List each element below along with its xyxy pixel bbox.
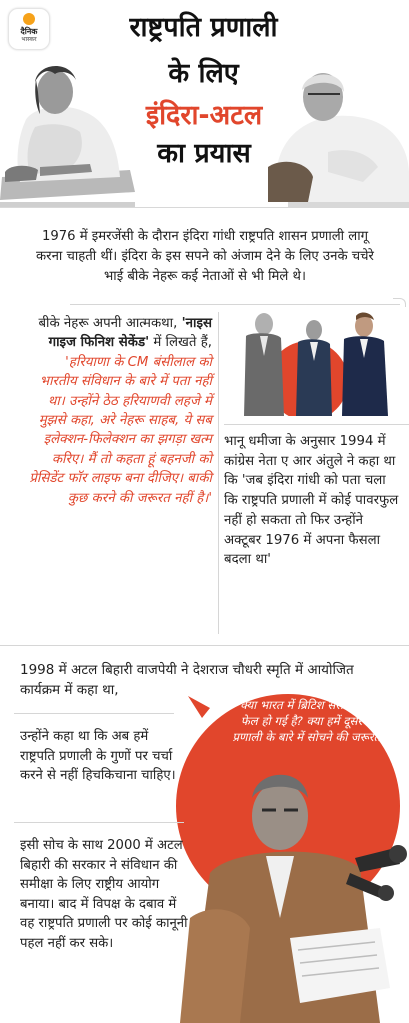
bansilal-quote: 'हरियाणा के CM बंसीलाल को भारतीय संविधान के बारे में पता नहीं था। उन्होंने ठेठ हरियाणवी लहजे में मुझसे कहा, अरे नेहरू साहब, ये सब इलेक्शन-फिलेक्शन का झगड़ा खत्म करिए। मैं तो कहता हूं बहनजी को प्रेसिडेंट फॉर लाइफ बना दीजिए। बाकी कुछ करने की जरूरत नहीं है।': [29, 354, 212, 506]
left-divider-2: [14, 822, 184, 823]
header-divider: [0, 207, 409, 208]
quote-intro: बीके नेहरू अपनी आत्मकथा,: [38, 316, 182, 331]
bhanu-dhamija-paragraph: भानू धमीजा के अनुसार 1994 में कांग्रेस नेता ए आर अंतुले ने कहा था कि 'जब इंदिरा गांधी को पता चला कि राष्ट्रपति प्रणाली में कोई पावरफुल नहीं हो सकता तो फिर उन्होंने अक्टूबर 1976 में अपना फैसला बदला था': [224, 434, 399, 568]
headline-line4: का प्रयास: [157, 138, 251, 169]
atal-speech-quote: 'क्या भारत में ब्रिटिश संसदीय व्यवस्था फेल हो गई है? क्या हमें दूसरे शासन प्रणाली के बारे में सोचने की जरूरत है?': [232, 698, 400, 744]
headline-line2: के लिए: [168, 58, 239, 89]
headline-line3: इंदिरा-अटल: [145, 100, 263, 131]
dainik-bhaskar-logo: [8, 8, 50, 50]
atal-presidential-merits-paragraph: उन्होंने कहा था कि अब हमें राष्ट्रपति प्रणाली के गुणों पर चर्चा करने से नहीं हिचकिचाना चाहिए।: [20, 729, 176, 784]
logo-line1: दैनिक: [20, 27, 38, 36]
left-divider-1: [14, 713, 174, 714]
atal-1998-paragraph: 1998 में अटल बिहारी वाजपेयी ने देशराज चौधरी स्मृति में आयोजित कार्यक्रम में कहा था,: [20, 662, 354, 698]
section-divider: [70, 304, 400, 305]
column-divider: [218, 312, 219, 634]
section-divider-2: [0, 645, 409, 646]
sun-icon: [23, 13, 35, 25]
bk-nehru-meeting-photo: [226, 306, 409, 424]
constitution-review-paragraph: इसी सोच के साथ 2000 में अटल बिहारी की सरकार ने संविधान की समीक्षा के लिए राष्ट्रीय आयोग बनाया। बाद में विपक्ष के दबाव में वह राष्ट्रपति प्रणाली पर कोई कानूनी पहल नहीं कर सके।: [20, 838, 188, 951]
quote-mid: में लिखते हैं,: [149, 335, 212, 351]
photo-divider: [224, 424, 409, 425]
book-title: 'नाइस गाइज फिनिश सेकेंड': [48, 316, 212, 351]
intro-paragraph: 1976 में इमरजेंसी के दौरान इंदिरा गांधी राष्ट्रपति शासन प्रणाली लागू करना चाहती थीं। इंदिरा के इस सपने को अंजाम देने के लिए उनके चचेरे भाई बीके नेहरू कई नेताओं से भी मिले थे।: [36, 229, 374, 284]
logo-line2: भास्कर: [21, 36, 37, 43]
nehru-autobiography-quote: [26, 314, 212, 508]
headline-line1: राष्ट्रपति प्रणाली: [129, 12, 278, 43]
